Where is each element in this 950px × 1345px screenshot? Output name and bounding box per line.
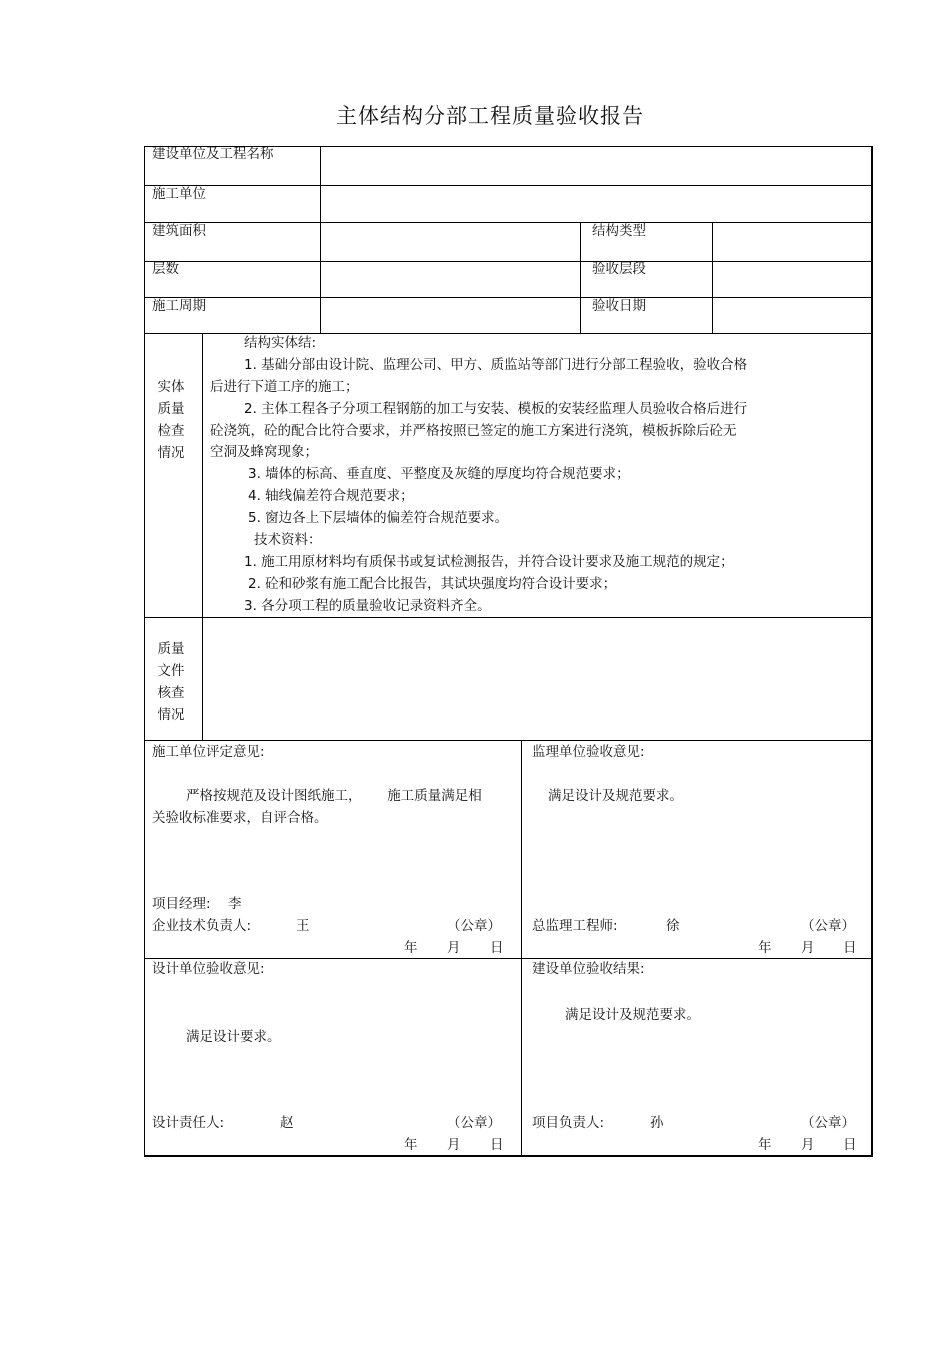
date-month: 月 [801, 1137, 815, 1153]
date-day: 日 [843, 1137, 857, 1153]
date-month: 月 [447, 1137, 461, 1153]
owner-opinion-text: 满足设计及规范要求。 [565, 1007, 700, 1023]
inspection-line: 砼浇筑，砼的配合比符合要求，并严格按照已签定的施工方案进行浇筑，模板拆除后砼无 [210, 423, 737, 439]
column-divider [320, 146, 321, 333]
inspection-line: 3. 各分项工程的质量验收记录资料齐全。 [244, 598, 491, 614]
inspection-line: 3. 墙体的标高、垂直度、平整度及灰缝的厚度均符合规范要求； [248, 466, 630, 482]
inspection-line: 后进行下道工序的施工； [210, 379, 359, 395]
manager-name: 李 [228, 896, 242, 912]
seal-label: （公章） [447, 918, 501, 934]
area-label: 建筑面积 [152, 223, 206, 239]
inspection-line: 4. 轴线偏差符合规范要求； [248, 488, 414, 504]
row-divider [144, 617, 872, 618]
structure-type-label: 结构类型 [592, 223, 646, 239]
seal-label: （公章） [801, 918, 855, 934]
row-divider [144, 297, 872, 298]
project-name-label: 建设单位及工程名称 [152, 146, 274, 162]
chief-supervisor-label: 总监理工程师: [532, 918, 618, 934]
inspection-line: 1. 施工用原材料均有质保书或复试检测报告，并符合设计要求及施工规范的规定； [244, 554, 734, 570]
design-signer-label: 设计责任人: [152, 1115, 225, 1131]
inspection-line: 5. 窗边各上下层墙体的偏差符合规范要求。 [248, 510, 509, 526]
acceptance-date-label: 验收日期 [592, 298, 646, 314]
inspection-line: 2. 砼和砂浆有施工配合比报告，其试块强度均符合设计要求； [248, 576, 617, 592]
date-month: 月 [801, 940, 815, 956]
column-divider [521, 740, 522, 1155]
design-opinion-heading: 设计单位验收意见: [152, 961, 265, 977]
owner-signer-label: 项目负责人: [532, 1115, 605, 1131]
date-year: 年 [404, 940, 418, 956]
chief-supervisor-name: 徐 [666, 918, 680, 934]
date-day: 日 [490, 1137, 504, 1153]
owner-opinion-heading: 建设单位验收结果: [532, 961, 645, 977]
contractor-opinion-text: 严格按规范及设计图纸施工， 施工质量满足相 [186, 788, 482, 804]
inspection-line: 2. 主体工程各子分项工程钢筋的加工与安装、模板的安装经监理人员验收合格后进行 [244, 401, 748, 417]
contractor-label: 施工单位 [152, 186, 206, 202]
row-divider [144, 185, 872, 186]
date-day: 日 [490, 940, 504, 956]
inspection-line: 空洞及蜂窝现象； [210, 444, 318, 460]
seal-label: （公章） [447, 1115, 501, 1131]
tech-lead-label: 企业技术负责人: [152, 918, 252, 934]
acceptance-stage-label: 验收层段 [592, 261, 646, 277]
inspection-line: 1. 基础分部由设计院、监理公司、甲方、质监站等部门进行分部工程验收，验收合格 [244, 357, 748, 373]
design-signer-name: 赵 [280, 1115, 294, 1131]
design-opinion-text: 满足设计要求。 [186, 1029, 281, 1045]
date-year: 年 [758, 1137, 772, 1153]
supervisor-opinion-text: 满足设计及规范要求。 [548, 788, 683, 804]
inspection-line: 技术资料： [254, 532, 322, 548]
row-divider [144, 222, 872, 223]
date-month: 月 [447, 940, 461, 956]
inspection-label: 实体 质量 检查 情况 [157, 379, 185, 461]
owner-signer-name: 孙 [650, 1115, 664, 1131]
column-divider [712, 222, 713, 333]
tech-lead-name: 王 [296, 918, 310, 934]
column-divider [580, 222, 581, 333]
documents-label: 质量 文件 核查 情况 [157, 641, 185, 723]
date-year: 年 [758, 940, 772, 956]
row-divider [144, 261, 872, 262]
seal-label: （公章） [801, 1115, 855, 1131]
page-title: 主体结构分部工程质量验收报告 [336, 104, 644, 128]
supervisor-opinion-heading: 监理单位验收意见: [532, 744, 645, 760]
column-divider [202, 333, 203, 740]
contractor-opinion-heading: 施工单位评定意见: [152, 744, 265, 760]
manager-label: 项目经理: [152, 896, 211, 912]
date-year: 年 [404, 1137, 418, 1153]
inspection-line: 结构实体结: [244, 335, 317, 351]
period-label: 施工周期 [152, 298, 206, 314]
floors-label: 层数 [152, 261, 179, 277]
contractor-opinion-text: 关验收标准要求，自评合格。 [152, 810, 328, 826]
date-day: 日 [843, 940, 857, 956]
